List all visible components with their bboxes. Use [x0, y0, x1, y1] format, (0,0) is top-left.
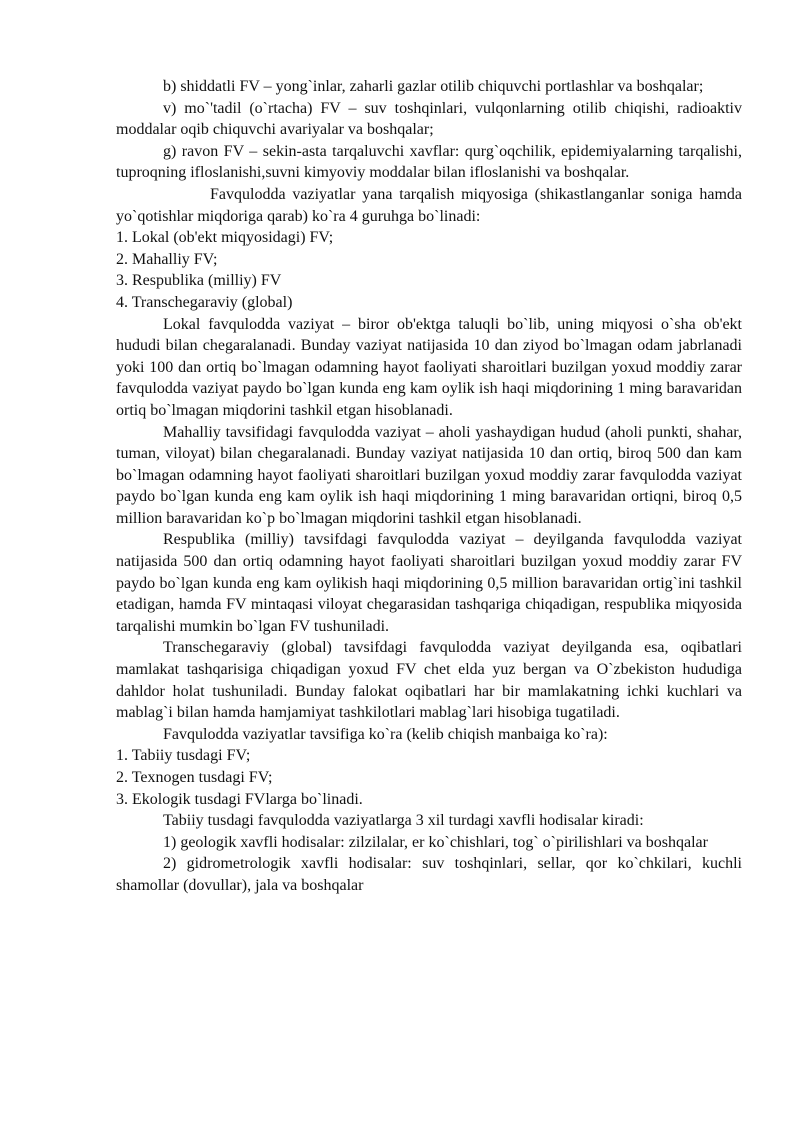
- list-item-republic: 3. Respublika (milliy) FV: [116, 272, 282, 290]
- paragraph-transboundary-definition: Transchegaraviy (global) tavsifdagi favqulodda vaziyat deyilganda esa, oqibatlari mamlakat tashqarisiga chiqadigan yoxud FV chet elda yuz bergan va O`zbekiston hududiga dahldor holat tushuniladi. Bunday falokat oqibatlari har bir mamlakatning ichki kuchlari va mablag`i bilan hamda hamjamiyat tashkilotlari mablag`lari hisobiga tugatiladi.: [116, 639, 742, 722]
- list-item-technogenic: 2. Texnogen tusdagi FV;: [116, 769, 273, 786]
- paragraph-severity-v: v) mo`'tadil (o`rtacha) FV – suv toshqinlari, vulqonlarning otilib chiqishi, radioaktiv moddalar oqib chiquvchi avariyalar va boshqalar;: [116, 99, 742, 139]
- paragraph-severity-b: b) shiddatli FV – yong`inlar, zaharli gazlar otilib chiquvchi portlashlar va boshqalar;: [163, 78, 704, 95]
- paragraph-severity-g: g) ravon FV – sekin-asta tarqaluvchi xavflar: qurg`oqchilik, epidemiyalarning tarqalishi, tuproqning ifloslanishi,suvni kimyoviy moddalar bilan ifloslanishi va boshqalar.: [116, 142, 742, 182]
- list-item-natural: 1. Tabiiy tusdagi FV;: [116, 747, 251, 765]
- paragraph-natural-intro: Tabiiy tusdagi favqulodda vaziyatlarga 3 xil turdagi xavfli hodisalar kiradi:: [163, 812, 644, 830]
- list-item-ecological: 3. Ekologik tusdagi FVlarga bo`linadi.: [116, 790, 363, 808]
- paragraph-hydrometeorological: 2) gidrometrologik xavfli hodisalar: suv toshqinlari, sellar, qor ko`chkilari, kuchli shamollar (dovullar), jala va boshqalar: [116, 855, 742, 894]
- paragraph-origin-intro: Favqulodda vaziyatlar tavsifiga ko`ra (kelib chiqish manbaiga ko`ra):: [163, 725, 608, 743]
- list-item-regional: 2. Mahalliy FV;: [116, 250, 218, 268]
- paragraph-geological: 1) geologik xavfli hodisalar: zilzilalar, er ko`chishlari, tog` o`pirilishlari va boshqalar: [163, 833, 708, 851]
- paragraph-republic-definition: Respublika (milliy) tavsifdagi favqulodda vaziyat – deyilganda favqulodda vaziyat natijasida 500 dan ortiq odamning hayot faoliyati sharoitlari buzilgan yoxud moddiy zarar FV paydo bo`lgan kunda eng kam oylikish haqi miqdorining 0,5 million baravaridan ortig`ini tashkil etadigan, hamda FV mintaqasi viloyat chegarasidan tashqariga chiqadigan, respublika miqyosida tarqalishi mumkin bo`lgan FV tushuniladi.: [116, 531, 742, 635]
- list-item-local: 1. Lokal (ob'ekt miqyosidagi) FV;: [116, 229, 334, 247]
- document-page: [116, 76, 742, 897]
- list-item-transboundary: 4. Transchegaraviy (global): [116, 293, 293, 311]
- paragraph-local-definition: Lokal favqulodda vaziyat – biror ob'ektga taluqli bo`lib, uning miqyosi o`sha ob'ekt hududi bilan chegaralanadi. Bunday vaziyat natijasida 10 dan ziyod bo`lmagan odam jabrlanadi yoki 100 dan ortiq bo`lmagan odamning hayot faoliyati sharoitlari buzilgan yoxud moddiy zarar favqulodda vaziyat paydo bo`lgan kunda eng kam oylik ish haqi miqdorining 1 ming baravaridan ortiq bo`lmagan miqdorini tashkil etgan hisoblanadi.: [116, 315, 742, 419]
- paragraph-regional-definition: Mahalliy tavsifidagi favqulodda vaziyat – aholi yashaydigan hudud (aholi punkti, shahar, tuman, viloyat) bilan chegaralanadi. Bunday vaziyat natijasida 10 dan ortiq, biroq 500 dan kam bo`lmagan odamning hayot faoliyati sharoitlari buzilgan yoxud moddiy zarar favqulodda vaziyat paydo bo`lgan kunda eng kam oylik ish haqi miqdorining 1 ming baravaridan ortiqni, biroq 0,5 million baravaridan ko`p bo`lmagan miqdorini tashkil etgan hisoblanadi.: [116, 423, 742, 527]
- paragraph-scale-intro: Favqulodda vaziyatlar yana tarqalish miqyosiga (shikastlanganlar soniga hamda yo`qotishlar miqdoriga qarab) ko`ra 4 guruhga bo`linadi:: [116, 185, 742, 225]
